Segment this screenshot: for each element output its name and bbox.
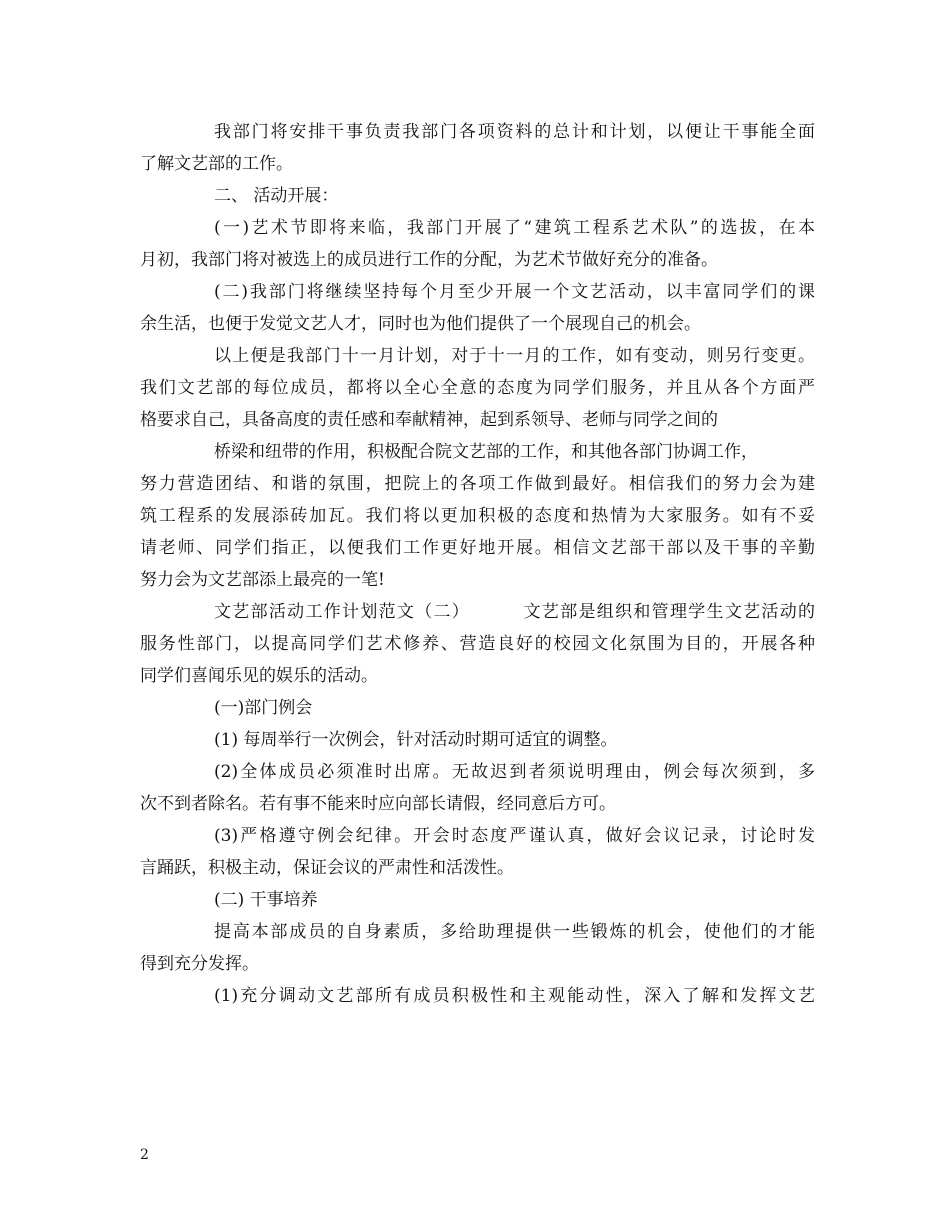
text-line: (2)全体成员必须准时出席。无故迟到者须说明理由，例会每次须到，多: [214, 762, 815, 782]
text-line: 服务性部门，以提高同学们艺术修养、营造良好的校园文化氛围为目的，开展各种: [140, 634, 815, 654]
text-line: 请老师、同学们指正，以便我们工作更好地开展。相信文艺部干部以及干事的辛勤: [140, 538, 815, 558]
text-line: (1)充分调动文艺部所有成员积极性和主观能动性，深入了解和发挥文艺: [214, 986, 815, 1006]
text-line: (1) 每周举行一次例会，针对活动时期可适宜的调整。: [214, 730, 618, 750]
text-line: 得到充分发挥。: [140, 954, 259, 974]
text-line: 努力会为文艺部添上最亮的一笔!: [140, 570, 385, 590]
page-number: 2: [140, 1147, 149, 1163]
text-line: 提高本部成员的自身素质，多给助理提供一些锻炼的机会，使他们的才能: [214, 922, 815, 942]
text-line: 筑工程系的发展添砖加瓦。我们将以更加积极的态度和热情为大家服务。如有不妥: [140, 506, 815, 526]
text-line: 桥梁和纽带的作用，积极配合院文艺部的工作，和其他各部门协调工作，: [214, 442, 758, 462]
section-heading: 二、 活动开展：: [214, 186, 339, 206]
text-line: 格要求自己，具备高度的责任感和奉献精神，起到系领导、老师与同学之间的: [140, 410, 718, 430]
text-line: 言踊跃，积极主动，保证会议的严肃性和活泼性。: [140, 858, 514, 878]
text-line: 我部门将安排干事负责我部门各项资料的总计和计划，以便让干事能全面: [214, 122, 815, 142]
text-line: (二)我部门将继续坚持每个月至少开展一个文艺活动，以丰富同学们的课: [214, 282, 815, 302]
text-line: 同学们喜闻乐见的娱乐的活动。: [140, 666, 378, 686]
section-heading: (二) 干事培养: [214, 890, 318, 910]
text-line: 了解文艺部的工作。: [140, 154, 293, 174]
text-line: 文艺部活动工作计划范文（二） 文艺部是组织和管理学生文艺活动的: [214, 602, 815, 622]
text-line: 以上便是我部门十一月计划，对于十一月的工作，如有变动，则另行变更。: [214, 346, 815, 366]
text-line: (一)艺术节即将来临，我部门开展了“建筑工程系艺术队”的选拔，在本: [214, 218, 815, 238]
text-line: 我们文艺部的每位成员，都将以全心全意的态度为同学们服务，并且从各个方面严: [140, 378, 815, 398]
text-line: 余生活，也便于发觉文艺人才，同时也为他们提供了一个展现自己的机会。: [140, 314, 701, 334]
text-line: 月初，我部门将对被选上的成员进行工作的分配，为艺术节做好充分的准备。: [140, 250, 718, 270]
text-line: 次不到者除名。若有事不能来时应向部长请假，经同意后方可。: [140, 794, 616, 814]
section-heading: (一)部门例会: [214, 698, 313, 718]
text-line: (3)严格遵守例会纪律。开会时态度严谨认真，做好会议记录，讨论时发: [214, 826, 815, 846]
body-text: [140, 116, 815, 1012]
text-line: 努力营造团结、和谐的氛围，把院上的各项工作做到最好。相信我们的努力会为建: [140, 474, 815, 494]
